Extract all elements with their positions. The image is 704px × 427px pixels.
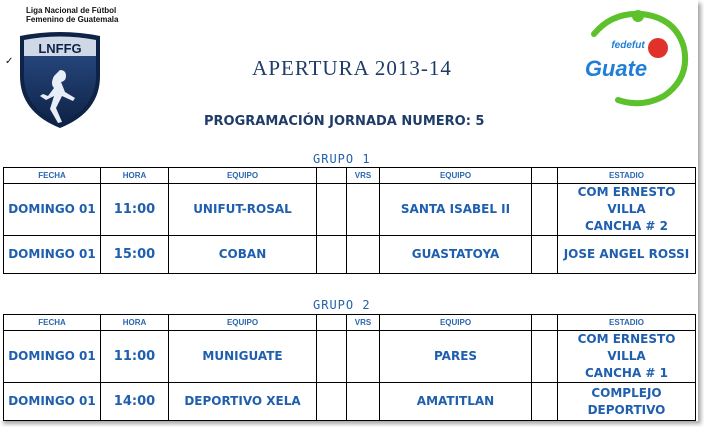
match-away-team: GUASTATOYA	[380, 236, 532, 274]
match-away-team: PARES	[380, 331, 532, 383]
header-hora: HORA	[101, 315, 169, 331]
match-home-team: MUNIGUATE	[169, 331, 317, 383]
stadium-line-1: COM ERNESTO VILLA	[577, 185, 676, 216]
page-subtitle: PROGRAMACIÓN JORNADA NUMERO: 5	[204, 114, 485, 129]
empty-cell	[317, 236, 347, 274]
match-date: DOMINGO 01	[4, 331, 101, 383]
empty-cell	[317, 331, 347, 383]
table-row	[4, 383, 696, 421]
match-stadium	[558, 184, 696, 236]
stadium-line-1: COM ERNESTO VILLA	[577, 332, 676, 363]
empty-cell	[532, 184, 558, 236]
league-name	[26, 6, 118, 24]
page-title: APERTURA 2013-14	[252, 56, 452, 80]
group-2-table	[3, 314, 696, 421]
header-equipo-local: EQUIPO	[169, 315, 317, 331]
header-equipo-local: EQUIPO	[169, 168, 317, 184]
empty-cell	[347, 331, 380, 383]
stadium-line-2: CANCHA # 1	[584, 366, 669, 380]
table-row	[4, 236, 696, 274]
table-row	[4, 184, 696, 236]
empty-cell	[532, 236, 558, 274]
match-time: 15:00	[101, 236, 169, 274]
header-vrs: VRS	[347, 168, 380, 184]
match-time: 11:00	[101, 331, 169, 383]
table-header-row	[4, 315, 696, 331]
stadium-line-2: CANCHA # 2	[584, 219, 669, 233]
league-name-line-2: Femenino de Guatemala	[26, 15, 119, 24]
league-badge-text: LNFFG	[38, 41, 82, 56]
header-vrs: VRS	[347, 315, 380, 331]
match-stadium	[558, 331, 696, 383]
header-equipo-visitante: EQUIPO	[380, 168, 532, 184]
header-blank	[317, 168, 347, 184]
group-1-label: GRUPO 1	[313, 152, 371, 166]
header-estadio: ESTADIO	[558, 315, 696, 331]
header-blank	[317, 315, 347, 331]
match-home-team: UNIFUT-ROSAL	[169, 184, 317, 236]
group-1-table	[3, 167, 696, 274]
empty-cell	[532, 331, 558, 383]
empty-cell	[347, 383, 380, 421]
table-header-row	[4, 168, 696, 184]
match-stadium: COMPLEJO DEPORTIVO	[558, 383, 696, 421]
match-home-team: COBAN	[169, 236, 317, 274]
side-mark: ✓	[5, 56, 14, 67]
match-stadium: JOSE ANGEL ROSSI	[558, 236, 696, 274]
empty-cell	[532, 383, 558, 421]
empty-cell	[347, 184, 380, 236]
federation-logo	[572, 4, 696, 108]
fed-small-text: fedefut	[611, 40, 645, 51]
header-blank	[532, 168, 558, 184]
match-time: 11:00	[101, 184, 169, 236]
league-name-line-1: Liga Nacional de Fútbol	[26, 6, 117, 15]
match-away-team: AMATITLAN	[380, 383, 532, 421]
empty-cell	[317, 383, 347, 421]
match-home-team: DEPORTIVO XELA	[169, 383, 317, 421]
header-estadio: ESTADIO	[558, 168, 696, 184]
group-2-label: GRUPO 2	[313, 298, 371, 312]
match-away-team: SANTA ISABEL II	[380, 184, 532, 236]
header-hora: HORA	[101, 168, 169, 184]
header-fecha: FECHA	[4, 168, 101, 184]
empty-cell	[317, 184, 347, 236]
empty-cell	[347, 236, 380, 274]
match-date: DOMINGO 01	[4, 184, 101, 236]
fed-big-text: Guate	[584, 56, 648, 81]
match-date: DOMINGO 01	[4, 383, 101, 421]
match-date: DOMINGO 01	[4, 236, 101, 274]
header-blank	[532, 315, 558, 331]
header-fecha: FECHA	[4, 315, 101, 331]
match-time: 14:00	[101, 383, 169, 421]
table-row	[4, 331, 696, 383]
header-equipo-visitante: EQUIPO	[380, 315, 532, 331]
